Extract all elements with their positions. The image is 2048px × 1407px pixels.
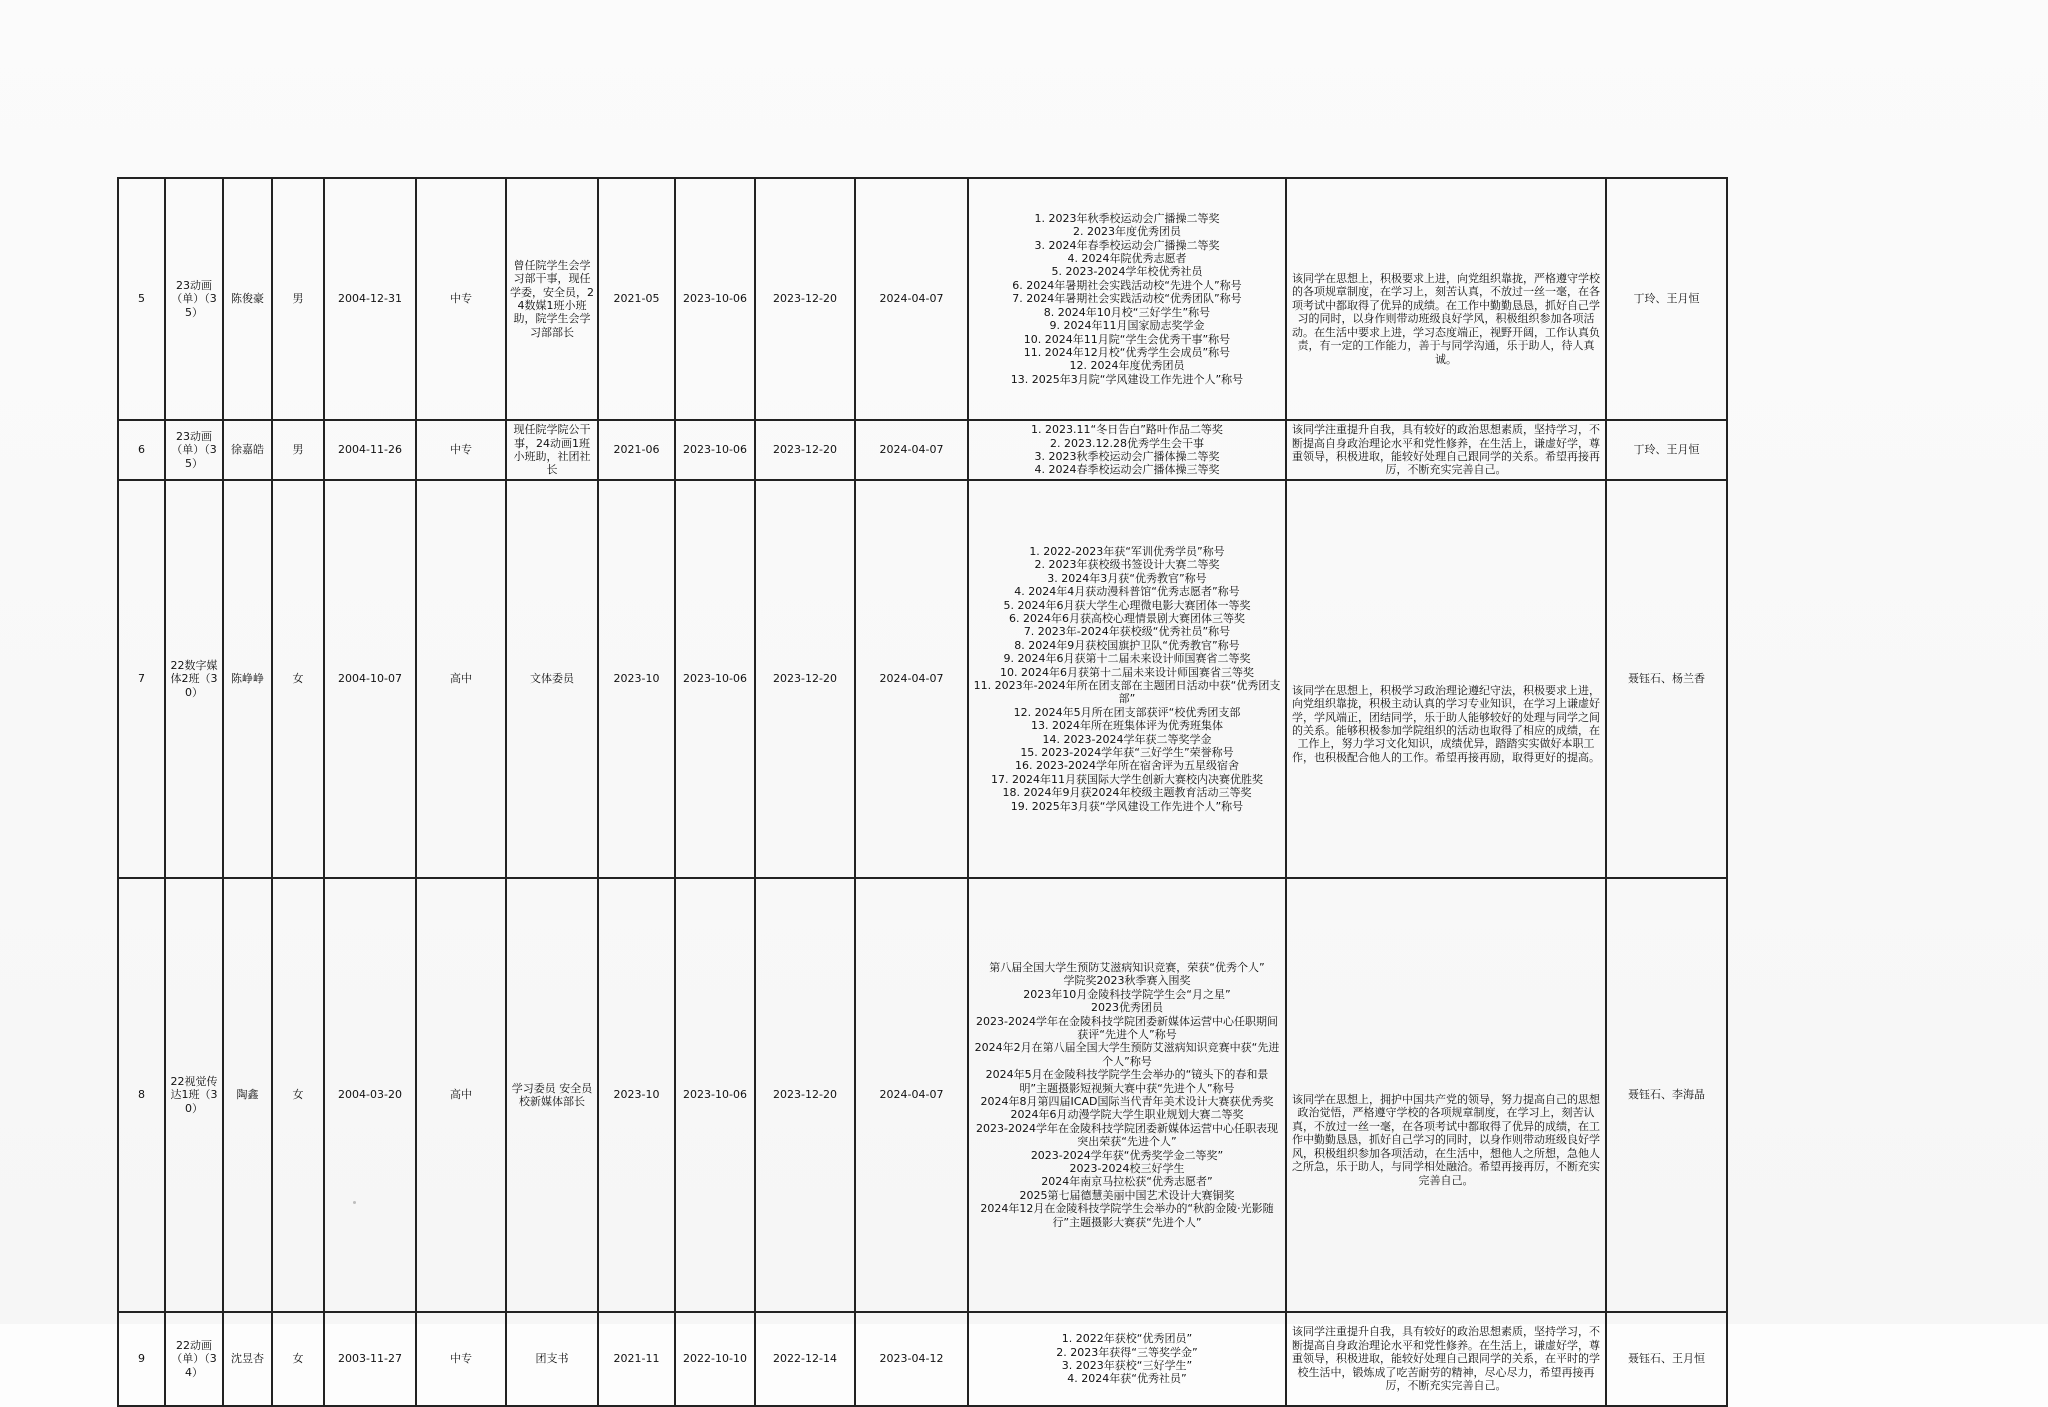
award-line: 2023优秀团员	[1091, 1001, 1163, 1015]
award-line: 2023-2024学年在金陵科技学院团委新媒体运营中心任职表现突出荣获“先进个人”	[976, 1121, 1278, 1149]
cell-development-date: 2024-04-07	[855, 420, 968, 480]
cell-league-date: 2021-06	[598, 420, 675, 480]
award-line: 2024年2月在第八届全国大学生预防艾滋病知识竞赛中获“先进个人”称号	[974, 1041, 1280, 1068]
award-line: 12. 2024年5月所在团支部获评“校优秀团支部	[1013, 705, 1241, 719]
award-line: 7. 2024年暑期社会实践活动校“优秀团队”称号	[1012, 292, 1242, 306]
cell-development-date: 2024-04-07	[855, 178, 968, 420]
award-line: 2024年12月在金陵科技学院学生会举办的“秋韵金陵·光影随行”主题摄影大赛获“先进个人”	[980, 1202, 1274, 1229]
cell-number: 9	[118, 1312, 165, 1406]
table-row	[118, 420, 1727, 480]
cell-birth-date: 2004-03-20	[324, 878, 416, 1312]
cell-development-date: 2024-04-07	[855, 878, 968, 1312]
table-row	[118, 178, 1727, 420]
cell-league-date: 2023-10	[598, 480, 675, 878]
cell-class: 23动画（单）（35）	[165, 178, 223, 420]
award-line: 1. 2023.11“冬日告白”路叶作品二等奖	[1031, 423, 1223, 437]
award-line: 2023-2024校三好学生	[1069, 1162, 1185, 1176]
award-line: 2024年南京马拉松获“优秀志愿者”	[1041, 1175, 1213, 1189]
award-line: 2024年8月第四届ICAD国际当代青年美术设计大赛获优秀奖	[980, 1095, 1274, 1108]
cell-activist-date: 2023-12-20	[755, 480, 855, 878]
award-line: 2024年6月动漫学院大学生职业规划大赛二等奖	[1010, 1108, 1244, 1122]
cell-name: 陈峥峥	[223, 480, 272, 878]
cell-evaluation: 该同学注重提升自我，具有较好的政治思想素质，坚持学习，不断提高自身政治理论水平和党性修养。在生活上，谦虚好学，尊重领导，积极进取，能较好处理自己跟同学的关系，在平时的学校生活中，锻炼成了吃苦耐劳的精神，尽心尽力，希望再接再厉，不断充实完善自己。	[1286, 1312, 1606, 1406]
cell-birth-date: 2003-11-27	[324, 1312, 416, 1406]
cell-position: 团支书	[506, 1312, 598, 1406]
cell-awards	[968, 878, 1286, 1312]
award-line: 17. 2024年11月获国际大学生创新大赛校内决赛优胜奖	[991, 772, 1263, 786]
cell-education: 中专	[416, 178, 506, 420]
award-line: 5. 2023-2024学年校优秀社员	[1051, 265, 1203, 279]
cell-number: 7	[118, 480, 165, 878]
award-line: 8. 2024年10月校“三好学生”称号	[1043, 305, 1211, 319]
award-line: 11. 2023年-2024年所在团支部在主题团日活动中获“优秀团支部”	[973, 679, 1281, 706]
cell-application-date: 2023-10-06	[675, 878, 755, 1312]
cell-awards	[968, 480, 1286, 878]
award-line: 16. 2023-2024学年所在宿舍评为五星级宿舍	[1015, 759, 1239, 773]
award-line: 18. 2024年9月获2024年校级主题教育活动三等奖	[1002, 786, 1252, 800]
cell-application-date: 2022-10-10	[675, 1312, 755, 1406]
cell-gender: 男	[272, 420, 324, 480]
cell-introducers: 聂钰石、李海晶	[1606, 878, 1727, 1312]
cell-league-date: 2023-10	[598, 878, 675, 1312]
table-row	[118, 480, 1727, 878]
cell-name: 陶鑫	[223, 878, 272, 1312]
award-line: 11. 2024年12月校“优秀学生会成员”称号	[1023, 345, 1231, 359]
cell-application-date: 2023-10-06	[675, 480, 755, 878]
award-line: 15. 2023-2024学年获“三好学生”荣誉称号	[1020, 746, 1234, 760]
award-line: 9. 2024年6月获第十二届未来设计师国赛省二等奖	[1003, 652, 1251, 666]
award-line: 第八届全国大学生预防艾滋病知识竞赛，荣获“优秀个人”	[989, 960, 1265, 974]
award-line: 3. 2024年春季校运动会广播操二等奖	[1034, 238, 1220, 252]
cell-education: 高中	[416, 480, 506, 878]
cell-class: 23动画（单）（35）	[165, 420, 223, 480]
cell-development-date: 2024-04-07	[855, 480, 968, 878]
award-line: 19. 2025年3月获“学风建设工作先进个人”称号	[1010, 799, 1244, 813]
party-member-roster-table	[117, 177, 1728, 1407]
cell-name: 沈昱杏	[223, 1312, 272, 1406]
award-line: 4. 2024年院优秀志愿者	[1067, 252, 1187, 266]
award-line: 4. 2024年4月获动漫科普馆“优秀志愿者”称号	[1014, 585, 1240, 599]
award-line: 3. 2023年获校“三好学生”	[1061, 1359, 1193, 1372]
award-line: 1. 2022-2023年获“军训优秀学员”称号	[1029, 544, 1225, 558]
cell-awards	[968, 420, 1286, 480]
award-line: 13. 2025年3月院“学风建设工作先进个人”称号	[1010, 372, 1244, 386]
roster-body	[118, 178, 1727, 1406]
award-line: 13. 2024年所在班集体评为优秀班集体	[1031, 719, 1223, 733]
cell-league-date: 2021-11	[598, 1312, 675, 1406]
award-line: 10. 2024年11月院“学生会优秀干事”称号	[1023, 332, 1231, 346]
cell-class: 22视觉传达1班（30）	[165, 878, 223, 1312]
cell-application-date: 2023-10-06	[675, 178, 755, 420]
cell-evaluation: 该同学在思想上，积极要求上进，向党组织靠拢，严格遵守学校的各项规章制度，在学习上，刻苦认真，不放过一丝一毫，在各项考试中都取得了优异的成绩。在工作中勤勤恳恳，抓好自己学习的同时，以身作则带动班级良好学风，积极组织参加各项活动。在生活中要求上进，学习态度端正，视野开阔，工作认真负责，有一定的工作能力，善于与同学沟通，乐于助人，待人真诚。	[1286, 178, 1606, 420]
cell-gender: 女	[272, 878, 324, 1312]
cell-education: 中专	[416, 420, 506, 480]
award-line: 学院奖2023秋季赛入围奖	[1063, 974, 1191, 988]
award-line: 14. 2023-2024学年获二等奖学金	[1042, 732, 1212, 746]
cell-activist-date: 2022-12-14	[755, 1312, 855, 1406]
cell-position: 现任院学院公干事，24动画1班小班助，社团社长	[506, 420, 598, 480]
award-line: 1. 2022年获校“优秀团员”	[1061, 1332, 1193, 1346]
cell-birth-date: 2004-11-26	[324, 420, 416, 480]
table-row	[118, 1312, 1727, 1406]
award-line: 4. 2024年获“优秀社员”	[1067, 1372, 1187, 1386]
cell-introducers: 丁玲、王月恒	[1606, 178, 1727, 420]
award-line: 2. 2023年获校级书签设计大赛二等奖	[1034, 558, 1220, 572]
cell-introducers: 聂钰石、王月恒	[1606, 1312, 1727, 1406]
cell-position: 学习委员 安全员 校新媒体部长	[506, 878, 598, 1312]
cell-introducers: 聂钰石、杨兰香	[1606, 480, 1727, 878]
cell-number: 5	[118, 178, 165, 420]
cell-introducers: 丁玲、王月恒	[1606, 420, 1727, 480]
cell-awards	[968, 1312, 1286, 1406]
cell-class: 22数字媒体2班（30）	[165, 480, 223, 878]
cell-development-date: 2023-04-12	[855, 1312, 968, 1406]
cell-name: 徐嘉皓	[223, 420, 272, 480]
award-line: 2024年5月在金陵科技学院学生会举办的“镜头下的春和景明”主题摄影短视频大赛中获“先进个人”称号	[985, 1068, 1269, 1095]
cell-league-date: 2021-05	[598, 178, 675, 420]
award-line: 2023-2024学年在金陵科技学院团委新媒体运营中心任职期间获评“先进个人”称号	[976, 1014, 1278, 1041]
award-line: 3. 2024年3月获“优秀教官”称号	[1047, 571, 1207, 585]
cell-gender: 女	[272, 480, 324, 878]
cell-gender: 男	[272, 178, 324, 420]
award-line: 5. 2024年6月获大学生心理微电影大赛团体一等奖	[1003, 598, 1251, 612]
award-line: 2. 2023年度优秀团员	[1073, 225, 1181, 239]
cell-activist-date: 2023-12-20	[755, 178, 855, 420]
award-line: 6. 2024年6月获高校心理情景剧大赛团体三等奖	[1009, 611, 1245, 625]
award-line: 2023年10月金陵科技学院学生会“月之星”	[1023, 987, 1231, 1001]
award-line: 4. 2024春季校运动会广播体操三等奖	[1034, 463, 1220, 477]
cell-number: 8	[118, 878, 165, 1312]
cell-awards	[968, 178, 1286, 420]
cell-name: 陈俊豪	[223, 178, 272, 420]
award-line: 10. 2024年6月获第十二届未来设计师国赛省三等奖	[1000, 665, 1254, 679]
cell-class: 22动画（单）（34）	[165, 1312, 223, 1406]
cell-gender: 女	[272, 1312, 324, 1406]
award-line: 1. 2023年秋季校运动会广播操二等奖	[1034, 211, 1220, 225]
cell-number: 6	[118, 420, 165, 480]
cell-birth-date: 2004-10-07	[324, 480, 416, 878]
cell-activist-date: 2023-12-20	[755, 420, 855, 480]
award-line: 3. 2023秋季校运动会广播体操二等奖	[1034, 450, 1220, 463]
award-line: 7. 2023年-2024年获校级“优秀社员”称号	[1023, 625, 1231, 639]
award-line: 12. 2024年度优秀团员	[1069, 359, 1185, 373]
award-line: 8. 2024年9月获校国旗护卫队“优秀教官”称号	[1014, 638, 1240, 652]
award-line: 2023-2024学年获“优秀奖学金二等奖”	[1030, 1148, 1224, 1162]
award-line: 2025第七届德慧美丽中国艺术设计大赛铜奖	[1019, 1188, 1235, 1202]
cell-evaluation: 该同学注重提升自我，具有较好的政治思想素质，坚持学习，不断提高自身政治理论水平和党性修养，在生活上，谦虚好学，尊重领导，积极进取，能较好处理自己跟同学的关系。希望再接再厉，不断充实完善自己。	[1286, 420, 1606, 480]
table-row	[118, 878, 1727, 1312]
cell-activist-date: 2023-12-20	[755, 878, 855, 1312]
award-line: 6. 2024年暑期社会实践活动校“先进个人”称号	[1012, 278, 1242, 292]
cell-application-date: 2023-10-06	[675, 420, 755, 480]
cell-position: 曾任院学生会学习部干事，现任学委，安全员，24数媒1班小班助，院学生会学习部部长	[506, 178, 598, 420]
award-line: 2. 2023年获得“三等奖学金”	[1056, 1345, 1198, 1359]
cell-education: 中专	[416, 1312, 506, 1406]
cell-evaluation: 该同学在思想上，拥护中国共产党的领导，努力提高自己的思想政治觉悟，严格遵守学校的各项规章制度，在学习上，刻苦认真，不放过一丝一毫，在各项考试中都取得了优异的成绩，在工作中勤勤恳恳，抓好自己学习的同时，以身作则带动班级良好学风，积极组织参加各项活动，在生活中，想他人之所想，急他人之所急，乐于助人，与同学相处融洽。希望再接再厉，不断充实完善自己。	[1286, 878, 1606, 1312]
cell-evaluation: 该同学在思想上，积极学习政治理论遵纪守法，积极要求上进，向党组织靠拢，积极主动认真的学习专业知识，在学习上谦虚好学，学风端正，团结同学，乐于助人能够较好的处理与同学之间的关系。能够积极参加学院组织的活动也取得了相应的成绩，在工作上，努力学习文化知识，成绩优异，踏踏实实做好本职工作，也积极配合他人的工作。希望再接再励，取得更好的提高。	[1286, 480, 1606, 878]
award-line: 9. 2024年11月国家励志奖学金	[1049, 319, 1205, 333]
cell-education: 高中	[416, 878, 506, 1312]
cell-birth-date: 2004-12-31	[324, 178, 416, 420]
award-line: 2. 2023.12.28优秀学生会干事	[1050, 436, 1204, 450]
cell-position: 文体委员	[506, 480, 598, 878]
